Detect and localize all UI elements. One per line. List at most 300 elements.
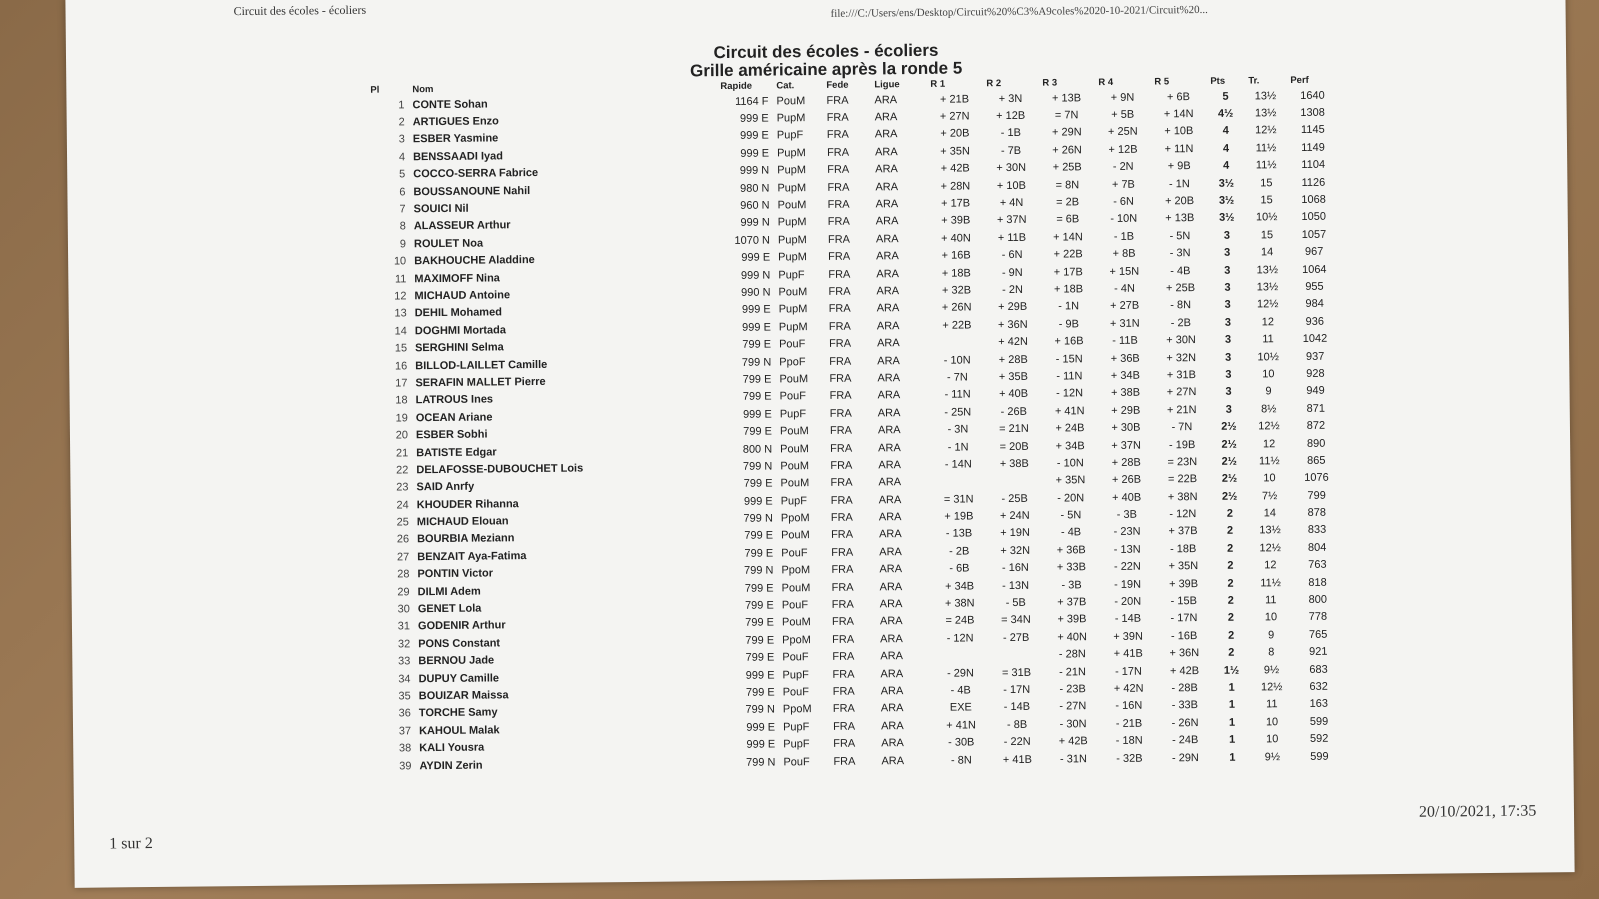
cell-col-ligue: ARA xyxy=(877,372,901,385)
cell-col-fede: FRA xyxy=(830,476,853,490)
cell-col-r2: + 37N xyxy=(996,214,1027,227)
cell-col-r1: + 38N xyxy=(944,597,975,610)
cell-col-fede: FRA xyxy=(827,216,850,229)
cell-col-cat: PupM xyxy=(778,320,808,334)
cell-col-tr: 11½ xyxy=(1255,142,1277,155)
cell-col-rapide: 799 N xyxy=(741,356,772,369)
cell-col-r1: + 21B xyxy=(939,93,970,106)
cell-col-r3: - 21N xyxy=(1058,665,1087,679)
cell-col-pts: 2 xyxy=(1226,525,1234,538)
cell-col-fede: FRA xyxy=(832,633,855,646)
cell-col-cat: PouM xyxy=(776,94,806,108)
cell-col-rapide: 799 E xyxy=(745,634,775,647)
cell-col-pl: 5 xyxy=(399,168,406,181)
cell-col-r2: - 26B xyxy=(1000,405,1027,418)
cell-col-nom: GENET Lola xyxy=(417,602,482,616)
cell-col-tr: 11½ xyxy=(1258,455,1280,468)
cell-col-cat: PupM xyxy=(777,216,807,229)
cell-col-rapide: 799 N xyxy=(746,756,776,769)
cell-col-pts: 1 xyxy=(1228,716,1236,729)
cell-col-r2: + 41B xyxy=(1002,753,1033,766)
cell-col-r2: - 1B xyxy=(1000,127,1022,140)
cell-col-fede: FRA xyxy=(832,685,855,698)
cell-col-pl: 35 xyxy=(398,690,411,703)
cell-col-ligue: ARA xyxy=(877,424,901,437)
cell-col-r5: + 9B xyxy=(1167,160,1191,173)
cell-col-pts: 2½ xyxy=(1221,455,1238,468)
cell-col-cat: PouM xyxy=(778,286,808,299)
cell-col-fede: FRA xyxy=(829,424,853,438)
cell-col-tr: 11½ xyxy=(1255,159,1277,172)
cell-col-perf: 804 xyxy=(1307,541,1327,554)
cell-col-pl: 2 xyxy=(398,116,405,129)
cell-col-r5: - 2B xyxy=(1170,316,1192,330)
cell-col-cat: PouF xyxy=(782,651,809,664)
cell-col-fede: FRA xyxy=(826,111,849,124)
cell-col-nom: KAHOUL Malak xyxy=(419,724,500,737)
cell-col-nom: DUPUY Camille xyxy=(418,671,500,685)
cell-col-ligue: ARA xyxy=(880,650,904,663)
cell-col-rapide: 999 E xyxy=(740,129,769,143)
cell-col-r4: - 2N xyxy=(1112,160,1134,174)
cell-col-r1: - 30B xyxy=(948,736,975,749)
cell-col-pl: 16 xyxy=(394,359,408,372)
cell-col-r2: - 8B xyxy=(1006,718,1028,731)
cell-col-r1: - 8N xyxy=(950,753,972,767)
cell-col-tr: 12 xyxy=(1262,437,1276,450)
cell-col-r5: - 4B xyxy=(1170,264,1191,277)
cell-col-rapide: 799 E xyxy=(742,390,772,404)
cell-col-cat: PpoM xyxy=(781,564,811,577)
cell-col-cat: PupM xyxy=(778,303,808,316)
cell-col-fede: FRA xyxy=(831,598,854,611)
cell-col-ligue: ARA xyxy=(875,198,899,211)
cell-col-r3: - 4B xyxy=(1060,526,1082,539)
cell-col-perf: 1064 xyxy=(1301,263,1327,276)
cell-col-nom: ROULET Noa xyxy=(413,237,484,251)
cell-col-rapide: 799 N xyxy=(743,564,774,578)
cell-col-pl: 36 xyxy=(398,707,411,720)
cell-col-r3: + 14N xyxy=(1053,231,1083,244)
cell-col-r1 xyxy=(929,334,985,352)
cell-col-cat: PouF xyxy=(781,599,809,612)
cell-col-r1: + 19B xyxy=(944,510,974,523)
cell-col-nom: MICHAUD Antoine xyxy=(414,289,511,303)
cell-col-r1: - 2B xyxy=(949,545,970,558)
cell-col-nom: LATROUS Ines xyxy=(415,393,494,407)
cell-col-cat: PpoM xyxy=(782,633,811,647)
cell-col-r5: - 16B xyxy=(1170,629,1198,643)
page-number: 1 sur 2 xyxy=(109,835,153,853)
cell-col-fede: FRA xyxy=(829,355,852,368)
cell-col-perf: 1149 xyxy=(1301,141,1325,154)
cell-col-tr: 15 xyxy=(1260,229,1274,242)
cell-col-tr: 10½ xyxy=(1257,350,1279,363)
cell-col-r4: - 20N xyxy=(1114,595,1142,608)
cell-col-cat: PupM xyxy=(776,146,806,160)
cell-col-pts: 4 xyxy=(1222,142,1230,155)
cell-col-r3: - 15N xyxy=(1055,352,1083,366)
cell-col-pts: 3 xyxy=(1224,264,1231,277)
cell-col-r3: - 1N xyxy=(1058,300,1080,313)
cell-col-r4: + 15N xyxy=(1109,265,1140,278)
cell-col-tr: 10 xyxy=(1264,611,1278,624)
cell-col-r1: EXE xyxy=(949,701,972,715)
cell-col-tr: 13½ xyxy=(1256,263,1279,277)
cell-col-rapide: 799 N xyxy=(743,512,773,525)
cell-col-rapide: 980 N xyxy=(739,182,770,195)
cell-col-r5: + 20B xyxy=(1164,195,1195,208)
cell-col-cat: PouF xyxy=(779,390,806,403)
cell-col-r3: - 31N xyxy=(1059,752,1087,766)
cell-col-r2: - 17N xyxy=(1003,683,1031,697)
cell-col-r2: + 38B xyxy=(999,457,1029,471)
header-col-r1: R 1 xyxy=(930,78,946,90)
cell-col-r4: + 5B xyxy=(1111,108,1135,122)
cell-col-r4: - 16N xyxy=(1115,699,1143,713)
cell-col-tr: 13½ xyxy=(1256,281,1279,294)
cell-col-r2: = 34N xyxy=(1001,614,1031,627)
cell-col-r4: + 30B xyxy=(1111,421,1141,435)
cell-col-fede: FRA xyxy=(830,511,853,524)
cell-col-pts: 3 xyxy=(1224,316,1231,329)
cell-col-nom: ARTIGUES Enzo xyxy=(412,115,499,129)
cell-col-ligue: ARA xyxy=(879,545,902,559)
cell-col-ligue: ARA xyxy=(878,528,902,541)
cell-col-perf: 1057 xyxy=(1301,228,1327,241)
cell-col-fede: FRA xyxy=(829,389,852,403)
cell-col-pl: 12 xyxy=(394,290,407,303)
cell-col-r5: + 13B xyxy=(1165,212,1195,225)
cell-col-r5: + 38N xyxy=(1167,490,1198,504)
cell-col-rapide: 999 N xyxy=(739,164,770,178)
cell-col-pl: 11 xyxy=(394,272,407,286)
cell-col-pl: 14 xyxy=(394,325,407,338)
cell-col-r2: - 13N xyxy=(1002,579,1030,592)
cell-col-r1: - 13B xyxy=(945,527,973,541)
cell-col-pl: 21 xyxy=(395,446,409,459)
cell-col-rapide: 999 N xyxy=(740,269,771,282)
cell-col-r4: - 21B xyxy=(1115,717,1143,730)
cell-col-r5: = 22B xyxy=(1167,473,1198,486)
cell-col-perf: 1068 xyxy=(1301,193,1326,206)
cell-col-r4: + 7B xyxy=(1111,178,1135,191)
cell-col-r3: + 41N xyxy=(1054,404,1085,418)
cell-col-fede: FRA xyxy=(826,94,849,107)
cell-col-fede: FRA xyxy=(828,285,851,298)
cell-col-tr: 13½ xyxy=(1259,524,1281,537)
print-datetime: 20/10/2021, 17:35 xyxy=(1418,802,1537,821)
cell-col-r4: + 38B xyxy=(1110,386,1141,400)
cell-col-nom: PONTIN Victor xyxy=(417,567,494,581)
cell-col-cat: PupF xyxy=(782,668,809,681)
cell-col-r2: + 35B xyxy=(998,370,1028,384)
cell-col-r3: + 37B xyxy=(1057,596,1087,609)
cell-col-perf: 799 xyxy=(1307,489,1326,502)
cell-col-perf: 763 xyxy=(1308,558,1327,572)
cell-col-nom: TORCHE Samy xyxy=(418,706,498,720)
cell-col-r3: = 6B xyxy=(1056,213,1080,226)
cell-col-r4: - 13N xyxy=(1113,543,1141,556)
cell-col-tr: 12½ xyxy=(1256,298,1279,311)
cell-col-r5: + 21N xyxy=(1166,403,1197,417)
cell-col-fede: FRA xyxy=(830,494,853,507)
cell-col-fede: FRA xyxy=(828,303,851,316)
cell-col-ligue: ARA xyxy=(879,580,903,594)
cell-col-fede: FRA xyxy=(832,703,855,716)
cell-col-r3: + 40N xyxy=(1057,631,1088,644)
cell-col-nom: ESBER Sobhi xyxy=(415,428,488,442)
cell-col-nom: ALASSEUR Arthur xyxy=(413,219,511,233)
print-header-url: file:///C:/Users/ens/Desktop/Circuit%20%C3%A9coles%2020-10-2021/Circuit%20... xyxy=(830,3,1208,20)
cell-col-cat: PupM xyxy=(777,164,807,177)
cell-col-tr: 9 xyxy=(1267,629,1275,642)
cell-col-perf: 818 xyxy=(1308,576,1327,589)
cell-col-fede: FRA xyxy=(827,163,850,177)
cell-col-perf: 1640 xyxy=(1300,89,1325,102)
cell-col-nom: OCEAN Ariane xyxy=(415,411,493,424)
cell-col-r4: - 22N xyxy=(1113,560,1141,574)
cell-col-r3: + 26N xyxy=(1052,144,1082,157)
cell-col-tr: 12½ xyxy=(1255,124,1277,137)
cell-col-pl: 10 xyxy=(393,255,407,268)
cell-col-tr: 9½ xyxy=(1264,750,1281,763)
cell-col-r2: + 36N xyxy=(997,318,1028,331)
cell-col-r5: + 31B xyxy=(1166,368,1196,382)
cell-col-r4: + 12B xyxy=(1108,143,1138,156)
cell-col-pts: 2½ xyxy=(1221,472,1238,486)
cell-col-r3: + 17B xyxy=(1053,265,1083,279)
cell-col-cat: PupM xyxy=(777,181,807,195)
cell-col-r2: + 28B xyxy=(998,353,1028,366)
cell-col-ligue: ARA xyxy=(881,737,904,750)
cell-col-nom: BAKHOUCHE Aladdine xyxy=(414,254,535,268)
cell-col-pl: 13 xyxy=(394,307,407,320)
cell-col-nom: GODENIR Arthur xyxy=(417,619,506,633)
cell-col-perf: 967 xyxy=(1304,245,1324,259)
cell-col-ligue: ARA xyxy=(878,493,902,507)
cell-col-pl: 8 xyxy=(399,220,406,233)
cell-col-pts: 3½ xyxy=(1219,212,1235,225)
cell-col-perf: 949 xyxy=(1306,385,1325,398)
cell-col-ligue: ARA xyxy=(876,285,900,298)
cell-col-nom: SAID Anrfy xyxy=(416,480,475,494)
cell-col-nom: BOUSSANOUNE Nahil xyxy=(413,184,531,198)
cell-col-cat: PpoM xyxy=(780,512,810,525)
cell-col-r4: - 19N xyxy=(1114,578,1142,591)
cell-col-r5: - 12N xyxy=(1169,508,1197,521)
cell-col-r1 xyxy=(932,647,988,665)
cell-col-rapide: 799 E xyxy=(744,599,774,612)
cell-col-pts: 2 xyxy=(1226,507,1233,520)
cell-col-fede: FRA xyxy=(830,442,853,455)
cell-col-pl: 37 xyxy=(398,725,412,738)
cell-col-nom: DELAFOSSE-DUBOUCHET Lois xyxy=(416,462,584,477)
cell-col-fede: FRA xyxy=(827,181,850,194)
cell-col-r5: - 3N xyxy=(1169,247,1191,260)
cell-col-nom: DEHIL Mohamed xyxy=(414,306,502,320)
cell-col-cat: PouM xyxy=(781,616,811,629)
cell-col-r5: - 7N xyxy=(1171,421,1193,434)
cell-col-perf: 1308 xyxy=(1300,106,1325,120)
cell-col-r5: + 39B xyxy=(1168,577,1199,590)
cell-col-r1: + 22B xyxy=(942,319,972,332)
cell-col-r3: = 2B xyxy=(1056,196,1080,209)
cell-col-perf: 599 xyxy=(1309,715,1329,728)
cell-col-perf: 1050 xyxy=(1301,211,1327,224)
cell-col-r5: + 42B xyxy=(1169,664,1200,677)
cell-col-rapide: 999 E xyxy=(742,321,771,334)
cell-col-pts: 2 xyxy=(1227,594,1234,607)
cell-col-r1: + 32B xyxy=(941,284,972,297)
cell-col-r1: - 6B xyxy=(949,562,970,575)
cell-col-r5: + 35N xyxy=(1168,560,1199,573)
cell-col-r3: + 33B xyxy=(1056,561,1086,574)
cell-col-r2: - 27B xyxy=(1002,631,1030,644)
cell-col-r1: = 31N xyxy=(943,493,974,506)
cell-col-perf: 865 xyxy=(1307,454,1326,467)
cell-col-r3: + 13B xyxy=(1051,91,1082,105)
cell-col-r3: + 18B xyxy=(1053,283,1084,296)
cell-col-cat: PupF xyxy=(776,129,804,142)
cell-col-tr: 14 xyxy=(1260,246,1274,259)
cell-col-tr: 10 xyxy=(1263,472,1276,485)
cell-col-fede: FRA xyxy=(828,320,851,333)
cell-col-nom: KHOUDER Rihanna xyxy=(416,497,519,511)
cell-col-rapide: 999 E xyxy=(743,495,773,508)
cell-col-fede: FRA xyxy=(826,129,849,142)
cell-col-perf: 890 xyxy=(1306,437,1326,450)
page-subtitle: Grille américaine après la ronde 5 xyxy=(690,58,963,81)
cell-col-pts: 3 xyxy=(1224,333,1232,346)
cell-col-ligue: ARA xyxy=(878,459,902,472)
cell-col-r2: + 10B xyxy=(996,179,1026,192)
cell-col-pts: 1 xyxy=(1229,733,1236,746)
cell-col-tr: 11 xyxy=(1262,333,1274,346)
cell-col-perf: 599 xyxy=(1310,750,1329,763)
cell-col-cat: PpoF xyxy=(779,355,806,368)
cell-col-perf: 871 xyxy=(1306,402,1325,415)
cell-col-r2: - 7B xyxy=(1000,144,1022,157)
cell-col-ligue: ARA xyxy=(876,302,900,315)
cell-col-r4: + 39N xyxy=(1113,630,1144,643)
cell-col-rapide: 1070 N xyxy=(734,234,771,247)
header-col-r2: R 2 xyxy=(986,77,1002,89)
cell-col-r4: - 18N xyxy=(1115,734,1143,748)
cell-col-r5: - 1N xyxy=(1168,177,1190,190)
cell-col-perf: 878 xyxy=(1307,506,1327,519)
cell-col-tr: 8 xyxy=(1268,646,1275,659)
cell-col-r4: - 11B xyxy=(1112,334,1138,348)
cell-col-r1: - 3N xyxy=(947,423,969,436)
cell-col-r2: - 5B xyxy=(1005,596,1026,610)
cell-col-tr: 10 xyxy=(1265,715,1279,729)
cell-col-r1: + 16B xyxy=(941,249,971,262)
cell-col-tr: 9 xyxy=(1265,385,1272,398)
cell-col-r1: + 18B xyxy=(941,267,971,280)
cell-col-rapide: 799 N xyxy=(742,460,773,473)
cell-col-r2: + 3N xyxy=(998,92,1023,105)
cell-col-pl: 24 xyxy=(396,498,409,512)
cell-col-r1: + 27N xyxy=(939,110,970,123)
cell-col-r1: = 24B xyxy=(945,614,975,628)
cell-col-pl: 29 xyxy=(397,585,410,599)
cell-col-nom: BENSSAADI Iyad xyxy=(413,150,503,164)
cell-col-cat: PouF xyxy=(783,755,810,768)
cell-col-r2: - 25B xyxy=(1001,492,1028,505)
cell-col-ligue: ARA xyxy=(878,511,902,524)
cell-col-pts: 4 xyxy=(1223,159,1230,173)
cell-col-fede: FRA xyxy=(832,650,855,664)
cell-col-r4: + 29B xyxy=(1111,404,1141,417)
cell-col-r2: - 2N xyxy=(1002,283,1023,297)
cell-col-r1: - 12N xyxy=(946,632,974,645)
cell-col-r2: + 12B xyxy=(996,109,1026,123)
cell-col-r5: - 33B xyxy=(1171,699,1199,712)
cell-col-rapide: 799 E xyxy=(744,529,774,543)
cell-col-ligue: ARA xyxy=(877,354,900,367)
cell-col-ligue: ARA xyxy=(877,389,901,402)
cell-col-r4: - 4N xyxy=(1114,282,1135,295)
cell-col-nom: SERAFIN MALLET Pierre xyxy=(415,375,546,390)
cell-col-r4: + 27B xyxy=(1110,300,1140,313)
cell-col-ligue: ARA xyxy=(874,93,898,107)
cell-col-cat: PupM xyxy=(778,251,807,264)
cell-col-fede: FRA xyxy=(828,250,851,264)
cell-col-cat: PouM xyxy=(779,373,809,386)
cell-col-r3: - 9B xyxy=(1058,318,1080,331)
cell-col-rapide: 990 N xyxy=(741,286,771,299)
cell-col-r4: + 25N xyxy=(1107,126,1138,139)
cell-col-rapide: 999 E xyxy=(742,408,772,421)
cell-col-pts: 2½ xyxy=(1221,490,1238,503)
cell-col-nom: BOUIZAR Maissa xyxy=(418,689,509,703)
cell-col-cat: PupF xyxy=(779,407,807,421)
cell-col-r2: + 11B xyxy=(997,231,1027,244)
header-col-perf: Perf xyxy=(1290,74,1309,86)
cell-col-r1: + 20B xyxy=(940,127,970,141)
cell-col-perf: 592 xyxy=(1309,732,1329,746)
cell-col-pts: 2½ xyxy=(1221,438,1237,451)
cell-col-fede: FRA xyxy=(829,372,852,385)
cell-col-ligue: ARA xyxy=(878,476,902,489)
cell-col-r2: - 22N xyxy=(1003,735,1031,749)
header-col-nom: Nom xyxy=(412,83,434,95)
cell-col-r4: + 31N xyxy=(1109,317,1140,330)
cell-col-pl: 34 xyxy=(398,672,411,686)
cell-col-tr: 15 xyxy=(1260,194,1273,207)
cell-col-cat: PouF xyxy=(778,338,806,351)
cell-col-tr: 10½ xyxy=(1255,211,1278,224)
cell-col-pl: 22 xyxy=(396,464,409,477)
cell-col-nom: BILLOD-LAILLET Camille xyxy=(415,358,548,372)
cell-col-r3: + 16B xyxy=(1054,335,1084,348)
cell-col-r1: - 10N xyxy=(943,353,971,367)
cell-col-fede: FRA xyxy=(830,529,854,542)
cell-col-r5: - 26N xyxy=(1171,716,1199,730)
cell-col-cat: PouF xyxy=(782,686,810,699)
cell-col-perf: 921 xyxy=(1309,645,1328,659)
cell-col-pl: 33 xyxy=(398,655,411,668)
cell-col-r4: - 3B xyxy=(1116,508,1138,521)
cell-col-ligue: ARA xyxy=(879,563,903,576)
cell-col-r4: - 14B xyxy=(1114,613,1142,626)
cell-col-r3: + 36B xyxy=(1056,544,1086,557)
cell-col-perf: 833 xyxy=(1307,524,1327,537)
cell-col-r1: - 4B xyxy=(950,684,971,697)
cell-col-r1: + 17B xyxy=(940,197,971,210)
cell-col-ligue: ARA xyxy=(878,441,901,454)
